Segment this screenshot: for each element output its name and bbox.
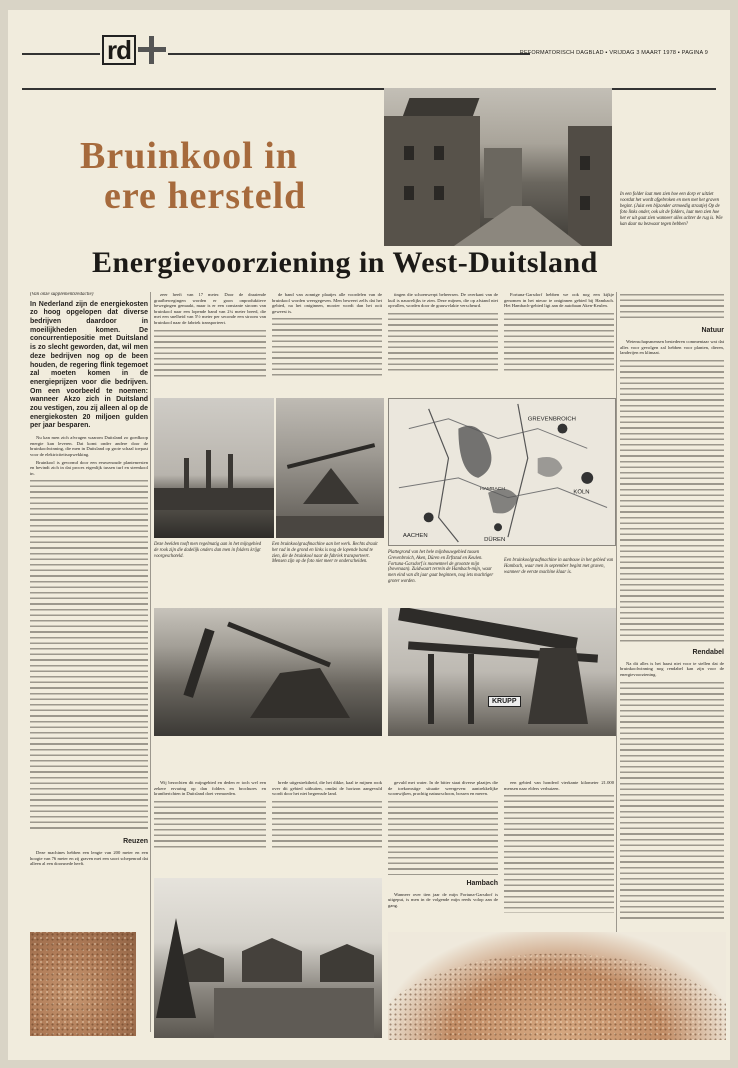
column-rule: [616, 292, 617, 932]
brown-coal-heap-left: [30, 932, 136, 1036]
masthead-rule-left: [22, 53, 100, 55]
main-headline: Energievoorziening in West-Duitsland: [92, 246, 598, 279]
masthead-rule-right: [168, 53, 530, 55]
column-5-bottom: [504, 780, 614, 926]
excavator-caption: Een bruinkoolgraafmachine aan het werk. Rechts draait het rad in de grond en links is nog de lopende band te zien, die de bruinkool naar de fabriek transporteert. Mensen zijn op de foto niet meer te onderscheiden.: [272, 542, 378, 565]
excavator-photo: [276, 398, 384, 538]
text-block: [272, 799, 382, 849]
text-block: [620, 358, 724, 644]
text-block: [272, 316, 382, 376]
subhead-natuur: Natuur: [701, 327, 724, 334]
logo-letters: rd: [102, 35, 136, 65]
text-block: [504, 311, 614, 371]
kicker-headline: [80, 136, 370, 216]
body-paragraph: brede uitgestrektheid, die het dikke, kaal te mijnen rook over dit gebied uitbuiten, omdat de horizon aangevuld wordt door het niet begrensde land.: [272, 780, 382, 797]
village-street-photo: [384, 88, 612, 246]
column-right: [620, 292, 724, 928]
text-block: [504, 793, 614, 913]
kicker-line-1: Bruinkool in: [80, 135, 298, 177]
body-paragraph: Wanneer over tien jaar de mijn Fortuna-Garsdorf is uitgeput, is men in de volgende mijn reeds volop aan de gang.: [388, 891, 498, 908]
map-label-koln: KÖLN: [573, 489, 590, 496]
column-2-bottom: [154, 780, 266, 870]
text-block: [620, 680, 724, 920]
mining-area-map: [388, 398, 616, 546]
brown-coal-heap-right: [388, 932, 726, 1040]
column-1: [30, 292, 148, 928]
body-paragraph: Bruinkool is gevormd door een eeuwenoude plantenresten en bevindt zich in dat proces eigenlijk tussen turf en steenkool in.: [30, 459, 148, 476]
bucket-wheel-excavator-photo: [388, 608, 616, 736]
text-block: [30, 478, 148, 833]
masthead-info: REFORMATORISCH DAGBLAD ▪ VRIJDAG 3 MAART 1978 ▪ PAGINA 9: [519, 50, 708, 56]
body-paragraph: zeer heeft van 17 meter. Door de draaiende graafbewegingen worden er goon onproduktieve bewegingen gemaakt, maar is er een constante stroom van bruinkool naar een lopende band van 2¼ meter breed, die met een snelheid van 5½ meter per seconde een stroom van bruinkool naar de fabriek transporteert.: [154, 292, 266, 325]
column-2-top: [154, 292, 266, 392]
text-block: [154, 328, 266, 378]
kicker-line-2: ere hersteld: [104, 175, 307, 217]
column-3-top: [272, 292, 382, 392]
body-paragraph: Deze machines hebben een lengte van 200 meter en een hoogte van 76 meter en zij graven met een soort schepenrad dat alleen al een doorsnede heeft.: [30, 850, 148, 867]
map-caption: Plattegrond van het hele mijnbouwgebied tussen Grevenbroich, Aken, Düren en Erftstad en Keulen. Fortuna-Garsdorf is momenteel de grootste mijn (bovenaan). Zuidwaart terrein de Hambach-mijn, waar men eind van dit jaar gaat beginnen, nog iets machtiger groter worden.: [388, 550, 494, 584]
village-photo-caption: In een folder laat men zien hoe een dorp er uitziet voordat het wordt afgebroken en men met het graven begint. (Juist een bijzonder armoedig straatje) Op de foto links onder, ook uit de folders, laat men zien hoe het er uit gaat zien wanneer alles achter de rug is. Wie kan daar nu bezwaar tegen hebben?: [620, 192, 723, 227]
column-4-top: [388, 292, 498, 392]
subhead-reuzen: Reuzen: [123, 838, 148, 846]
body-paragraph: gevuld met water. In de bitter staat diverse plaatjes die de toekomstige situatie weergeven: aantrekkelijke woonwijken, prachtig natuurschoon, bossen en meren.: [388, 780, 498, 797]
bucket-wheel-caption: Een bruinkoolgraafmachine in aanbouw in het gebied van Hambach, waar men in september begint met graven, wanneer de eerste machine klaar is.: [504, 558, 614, 575]
text-block: [154, 799, 266, 849]
body-paragraph: Wij bezochten dit mijngebied en deden er toch wel een zekere ervaring op dan folders en brochures en krantberichten in Duitsland doet vermoeden.: [154, 780, 266, 797]
power-plant-caption: Deze beelden tooft men regelmatig aan in het mijngebied de rook zijn die dadelijk onders dan men in folders krijgt voorgeschoteld.: [154, 542, 262, 559]
lead-paragraph: In Nederland zijn de energiekosten zo hoog opgelopen dat diverse bedrijven daardoor in moeilijkheden komen. De concurrentiepositie met Duitsland is zo slecht geworden, dat, wil men deze bedrijven nog op de been houden, de regering flink tegemoet zal moeten komen in de energieprijzen voor die bedrijven. Om een voorbeeld te noemen: wanneer Akzo zich in Duitsland zou vestigen, zou zij alleen al op de energiekosten 20 miljoen gulden per jaar besparen.: [30, 300, 148, 430]
body-paragraph: een gebied van honderd vierkante kilometer 21.000 mensen naar elders verhuizen.: [504, 780, 614, 791]
newspaper-logo: [102, 36, 166, 64]
column-5-top: [504, 292, 614, 392]
power-plant-photo: [154, 398, 274, 538]
body-paragraph: Nu kan men zich afvragen waarom Duitsland zo goedkoop energie kan leveren. Dat komt onder andere door de bruinkoolwinning, die men in Duitsland op grote schaal toepast voor de elektriciteitsopwekking.: [30, 435, 148, 457]
body-paragraph: de band van zonnige plaatjes alle voordelen van de bruinkool worden weergegeven. Men beweert zelfs dat het gebied, na het ontginnen, mooier wordt dan het ooit geweest is.: [272, 292, 382, 314]
new-housing-photo: [154, 878, 382, 1038]
column-3-bottom: [272, 780, 382, 870]
newspaper-page: [8, 10, 730, 1060]
text-block: [388, 311, 498, 371]
column-4-bottom: [388, 780, 498, 926]
krupp-sign: KRUPP: [488, 696, 521, 707]
text-block: [388, 799, 498, 875]
open-pit-mine-photo: [154, 608, 382, 736]
map-label-aachen: AACHEN: [402, 533, 428, 540]
body-paragraph: Fortuna-Garsdorf hebben we ook nog een kijkje genomen in het nieuw te ontginnen gebied bij Hambach. Het Hambach-gebied ligt aan de autobaan Aken-Keulen.: [504, 292, 614, 309]
body-paragraph: Wetenschapsmensen bestederen commentaar wat dat alles voor gevolgen zal hebben voor planten, dieren, landerijen en klimaat.: [620, 339, 724, 356]
map-label-hambach: HAMBACH: [480, 486, 505, 492]
intro-label: (Van onze supplementsredactie): [30, 292, 94, 297]
cross-icon: [138, 36, 166, 64]
column-rule: [150, 292, 151, 1032]
body-paragraph: tingen die schoenwerpt beheersen. De overkant van de kuil is nauwelijks te zien. Deze mijnen, die op afstand niet opvallen, worden door de grauwvlakte verscheurd.: [388, 292, 498, 309]
map-label-duren: DÜREN: [484, 537, 506, 544]
subhead-rendabel: Rendabel: [692, 648, 724, 656]
map-label-grevenbroich: GREVENBROICH: [527, 416, 576, 423]
text-block: [620, 292, 724, 322]
body-paragraph: Na dit alles is het haast niet voor te stellen dat de bruinkoolwinning nog rendabel kan zijn voor de energievoorziening.: [620, 660, 724, 677]
map-graphic: [389, 399, 615, 545]
subhead-hambach: Hambach: [466, 879, 498, 887]
